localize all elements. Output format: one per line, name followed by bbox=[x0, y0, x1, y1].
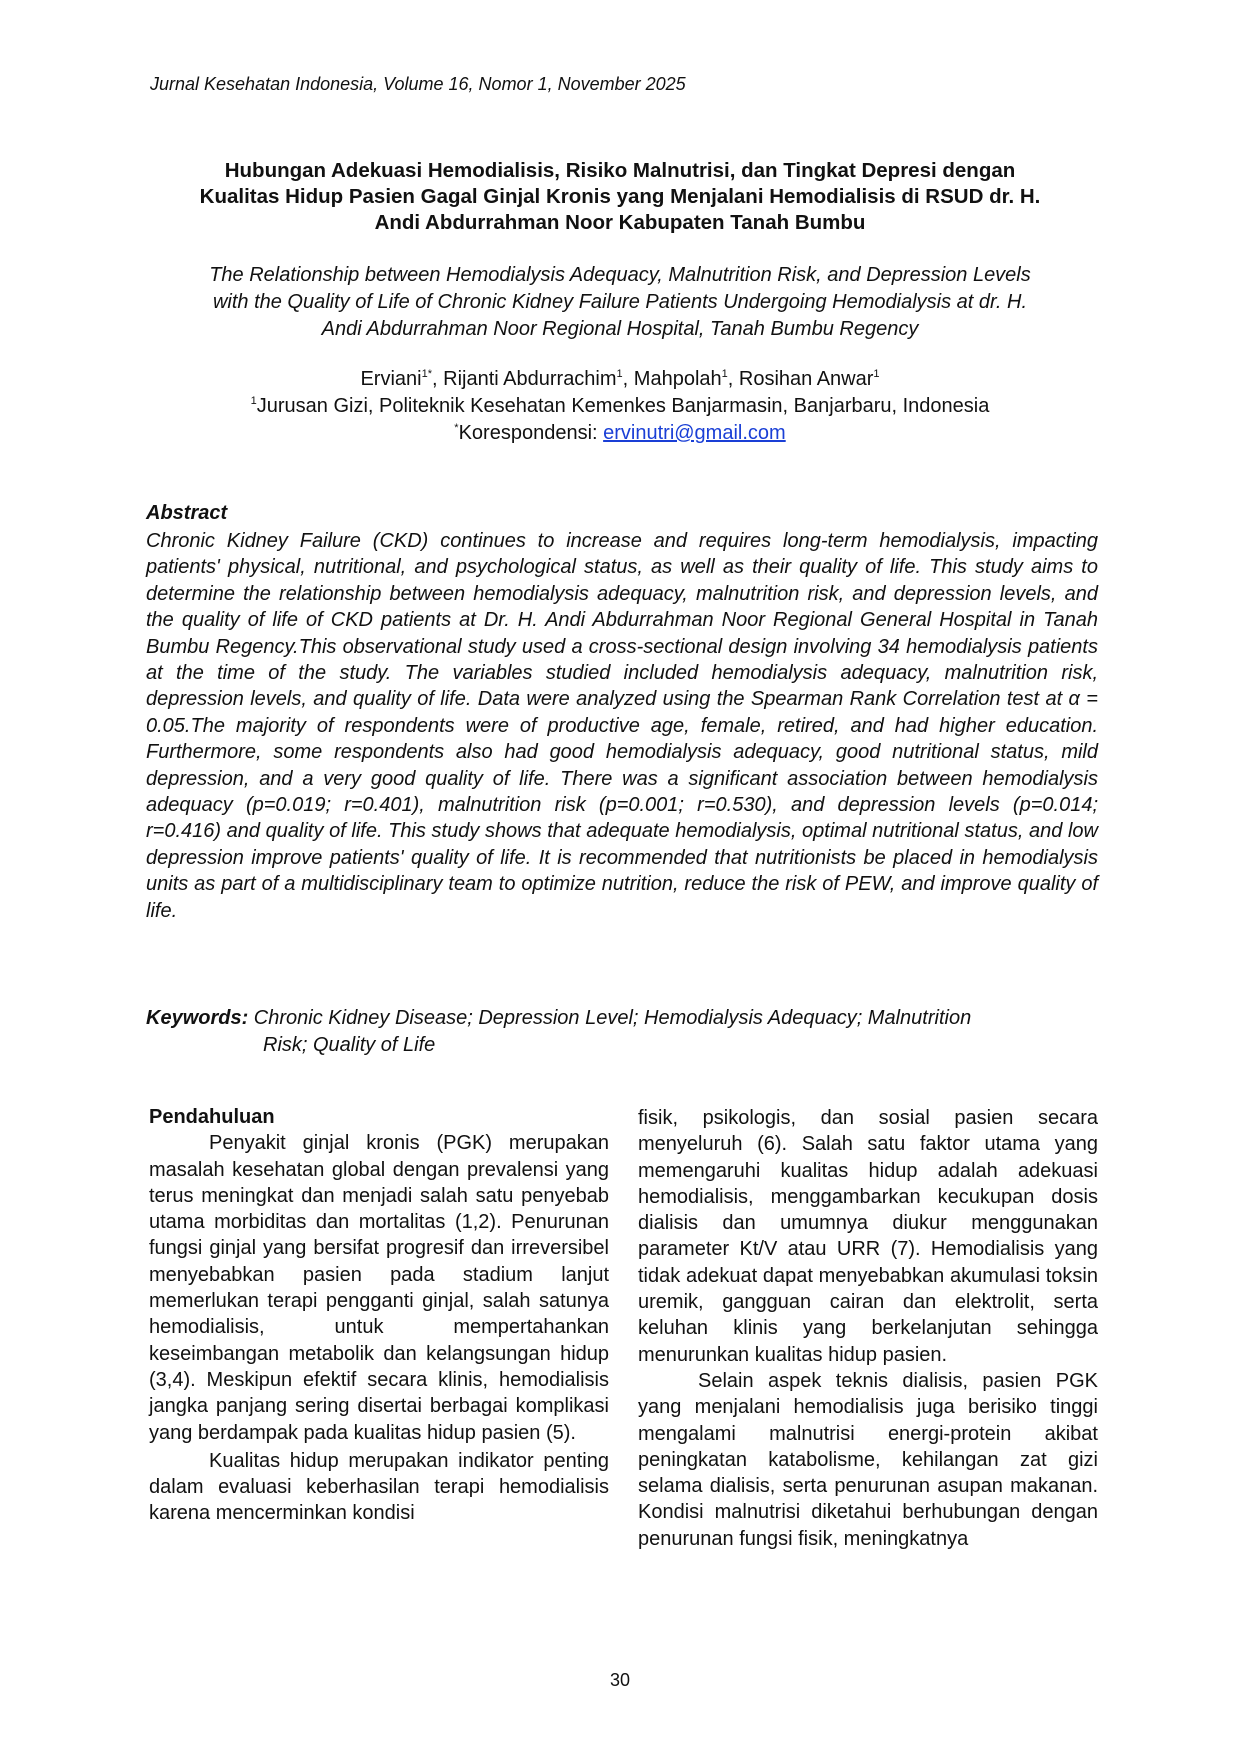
abstract-heading: Abstract bbox=[146, 502, 228, 524]
author-name: , Mahpolah bbox=[622, 368, 722, 390]
author-name: Erviani bbox=[360, 368, 422, 390]
author-name: , Rijanti Abdurrachim bbox=[432, 368, 617, 390]
keywords-line-2 bbox=[146, 1032, 1098, 1059]
correspondence-email-link[interactable]: ervinutri@gmail.com bbox=[603, 422, 786, 444]
author-superscript: 1 bbox=[721, 368, 728, 380]
body-column-left bbox=[149, 1104, 609, 1527]
title-en-line-2: with the Quality of Life of Chronic Kidney Failure Patients Undergoing Hemodialysis at dr. H. bbox=[212, 291, 1028, 313]
article-title-indonesian bbox=[140, 158, 1100, 236]
author-name: , Rosihan Anwar bbox=[727, 368, 874, 390]
intro-paragraph-2: Kualitas hidup merupakan indikator penting dalam evaluasi keberhasilan terapi hemodialisis karena mencerminkan kondisi bbox=[149, 1449, 609, 1525]
intro-paragraph-2-continued: fisik, psikologis, dan sosial pasien secara menyeluruh (6). Salah satu faktor utama yang memengaruhi kualitas hidup adalah adekuasi hemodialisis, menggambarkan kecukupan dosis dialisis dan umumnya diukur menggunakan parameter Kt/V atau URR (7). Hemodialisis yang tidak adekuat dapat menyebabkan akumulasi toksin uremik, gangguan cairan dan elektrolit, serta keluhan klinis yang berkelanjutan sehingga menurunkan kualitas hidup pasien. bbox=[638, 1107, 1098, 1366]
title-id-line-3: Andi Abdurrahman Noor Kabupaten Tanah Bumbu bbox=[374, 211, 866, 234]
title-en-line-1: The Relationship between Hemodialysis Adequacy, Malnutrition Risk, and Depression Levels bbox=[209, 264, 1031, 286]
intro-paragraph-3: Selain aspek teknis dialisis, pasien PGK yang menjalani hemodialisis juga berisiko tinggi mengalami malnutrisi energi-protein akibat peningkatan katabolisme, kehilangan zat gizi selama dialisis, serta penurunan asupan makanan. Kondisi malnutrisi diketahui berhubungan dengan penurunan fungsi fisik, meningkatnya bbox=[638, 1369, 1098, 1550]
abstract-body: Chronic Kidney Failure (CKD) continues to increase and requires long-term hemodialysis, impacting patients' physical, nutritional, and psychological status, as well as their quality of life. This study aims to determine the relationship between hemodialysis adequacy, malnutrition risk, and depression levels, and the quality of life of CKD patients at Dr. H. Andi Abdurrahman Noor Regional General Hospital in Tanah Bumbu Regency.This observational study used a cross-sectional design involving 34 hemodialysis patients at the time of the study. The variables studied included hemodialysis adequacy, malnutrition risk, depression levels, and quality of life. Data were analyzed using the Spearman Rank Correlation test at α = 0.05.The majority of respondents were of productive age, female, retired, and had higher education. Furthermore, some respondents also had good hemodialysis adequacy, good nutritional status, mild depression, and a very good quality of life. There was a significant association between hemodialysis adequacy (p=0.019; r=0.401), malnutrition risk (p=0.001; r=0.530), and depression levels (p=0.014; r=0.416) and quality of life. This study shows that adequate hemodialysis, optimal nutritional status, and low depression improve patients' quality of life. It is recommended that nutritionists be placed in hemodialysis units as part of a multidisciplinary team to optimize nutrition, reduce the risk of PEW, and improve quality of life. bbox=[146, 530, 1098, 922]
title-id-line-2: Kualitas Hidup Pasien Gagal Ginjal Kronis yang Menjalani Hemodialisis di RSUD dr. H. bbox=[199, 185, 1041, 208]
title-id-line-1: Hubungan Adekuasi Hemodialisis, Risiko Malnutrisi, dan Tingkat Depresi dengan bbox=[224, 159, 1016, 182]
keywords-text-1: Chronic Kidney Disease; Depression Level; Hemodialysis Adequacy; Malnutrition bbox=[248, 1007, 972, 1029]
author-superscript: 1 bbox=[873, 368, 880, 380]
affiliation bbox=[140, 393, 1100, 420]
author-superscript: 1 bbox=[616, 368, 623, 380]
keywords-text-2: Risk; Quality of Life bbox=[263, 1034, 436, 1056]
page-number: 30 bbox=[609, 1670, 631, 1690]
affiliation-superscript: 1 bbox=[250, 395, 257, 407]
section-heading-pendahuluan: Pendahuluan bbox=[149, 1106, 275, 1128]
body-column-right bbox=[638, 1105, 1098, 1552]
author-superscript: 1* bbox=[421, 368, 433, 380]
keywords-label: Keywords: bbox=[146, 1007, 249, 1029]
affiliation-text: Jurusan Gizi, Politeknik Kesehatan Kemenkes Banjarmasin, Banjarbaru, Indonesia bbox=[256, 395, 990, 417]
correspondence bbox=[140, 420, 1100, 447]
running-header: Jurnal Kesehatan Indonesia, Volume 16, Nomor 1, November 2025 bbox=[150, 74, 686, 94]
author-list bbox=[140, 366, 1100, 393]
author-block bbox=[140, 366, 1100, 447]
keywords bbox=[146, 1005, 1098, 1059]
intro-paragraph-1: Penyakit ginjal kronis (PGK) merupakan masalah kesehatan global dengan prevalensi yang terus meningkat dan menjadi salah satu penyebab utama morbiditas dan mortalitas (1,2). Penurunan fungsi ginjal yang bersifat progresif dan irreversibel menyebabkan pasien pada stadium lanjut memerlukan terapi pengganti ginjal, salah satunya hemodialisis, untuk mempertahankan keseimbangan metabolik dan kelangsungan hidup (3,4). Meskipun efektif secara klinis, hemodialisis jangka panjang sering disertai berbagai komplikasi yang berdampak pada kualitas hidup pasien (5). bbox=[149, 1132, 609, 1444]
article-title-english bbox=[140, 262, 1100, 343]
keywords-line-1 bbox=[146, 1005, 1098, 1032]
correspondence-label: Korespondensi: bbox=[458, 422, 604, 444]
correspondence-superscript: * bbox=[454, 422, 459, 434]
title-en-line-3: Andi Abdurrahman Noor Regional Hospital, Tanah Bumbu Regency bbox=[321, 318, 919, 340]
